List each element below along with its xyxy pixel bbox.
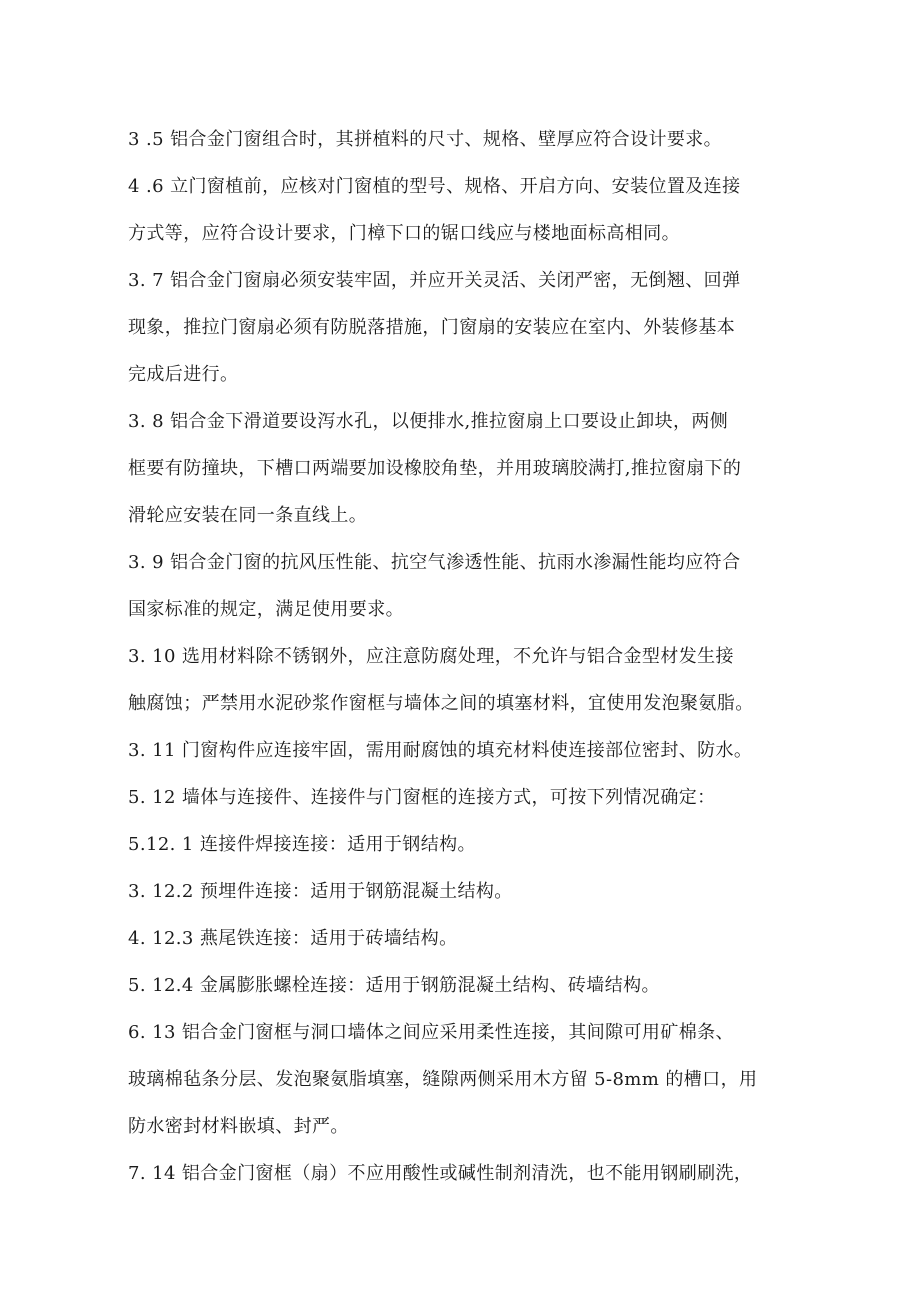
text-line: 3. 10 选用材料除不锈钢外，应注意防腐处理，不允许与铝合金型材发生接 bbox=[128, 646, 734, 667]
text-line: 滑轮应安装在同一条直线上。 bbox=[128, 505, 368, 526]
text-line: 3. 8 铝合金下滑道要设泻水孔，以便排水,推拉窗扇上口要设止卸块，两侧 bbox=[128, 411, 729, 432]
text-line: 现象，推拉门窗扇必须有防脱落措施，门窗扇的安装应在室内、外装修基本 bbox=[128, 317, 736, 338]
text-line: 4 .6 立门窗植前，应核对门窗植的型号、规格、开启方向、安装位置及连接 bbox=[128, 176, 741, 197]
text-line: 5. 12.4 金属膨胀螺栓连接：适用于钢筋混凝土结构、砖墙结构。 bbox=[128, 975, 660, 996]
text-line: 7. 14 铝合金门窗框（扇）不应用酸性或碱性制剂清洗，也不能用钢刷刷洗， bbox=[128, 1163, 753, 1184]
text-line: 完成后进行。 bbox=[128, 364, 239, 385]
text-line: 5. 12 墙体与连接件、连接件与门窗框的连接方式，可按下列情况确定： bbox=[128, 787, 716, 808]
text-line: 3. 7 铝合金门窗扇必须安装牢固，并应开关灵活、关闭严密，无倒翘、回弹 bbox=[128, 270, 741, 291]
text-line: 3. 12.2 预埋件连接：适用于钢筋混凝土结构。 bbox=[128, 881, 513, 902]
text-line: 玻璃棉毡条分层、发泡聚氨脂填塞，缝隙两侧采用木方留 5-8mm 的槽口，用 bbox=[128, 1069, 758, 1090]
text-line: 5.12. 1 连接件焊接连接：适用于钢结构。 bbox=[128, 834, 476, 855]
text-line: 触腐蚀；严禁用水泥砂浆作窗框与墙体之间的填塞材料，宜使用发泡聚氨脂。 bbox=[128, 693, 754, 714]
text-line: 国家标准的规定，满足使用要求。 bbox=[128, 599, 404, 620]
text-line: 6. 13 铝合金门窗框与洞口墙体之间应采用柔性连接，其间隙可用矿棉条、 bbox=[128, 1022, 734, 1043]
text-line: 4. 12.3 燕尾铁连接：适用于砖墙结构。 bbox=[128, 928, 458, 949]
text-line: 3. 9 铝合金门窗的抗风压性能、抗空气渗透性能、抗雨水渗漏性能均应符合 bbox=[128, 552, 741, 573]
text-line: 3. 11 门窗构件应连接牢固，需用耐腐蚀的填充材料使连接部位密封、防水。 bbox=[128, 740, 753, 761]
document-body bbox=[128, 122, 808, 1203]
text-line: 3 .5 铝合金门窗组合时，其拼植料的尺寸、规格、壁厚应符合设计要求。 bbox=[128, 129, 723, 150]
text-line: 防水密封材料嵌填、封严。 bbox=[128, 1116, 349, 1137]
text-line: 框要有防撞块，下槽口两端要加设橡胶角垫，并用玻璃胶满打,推拉窗扇下的 bbox=[128, 458, 742, 479]
text-line: 方式等，应符合设计要求，门樟下口的锯口线应与楼地面标高相同。 bbox=[128, 223, 680, 244]
